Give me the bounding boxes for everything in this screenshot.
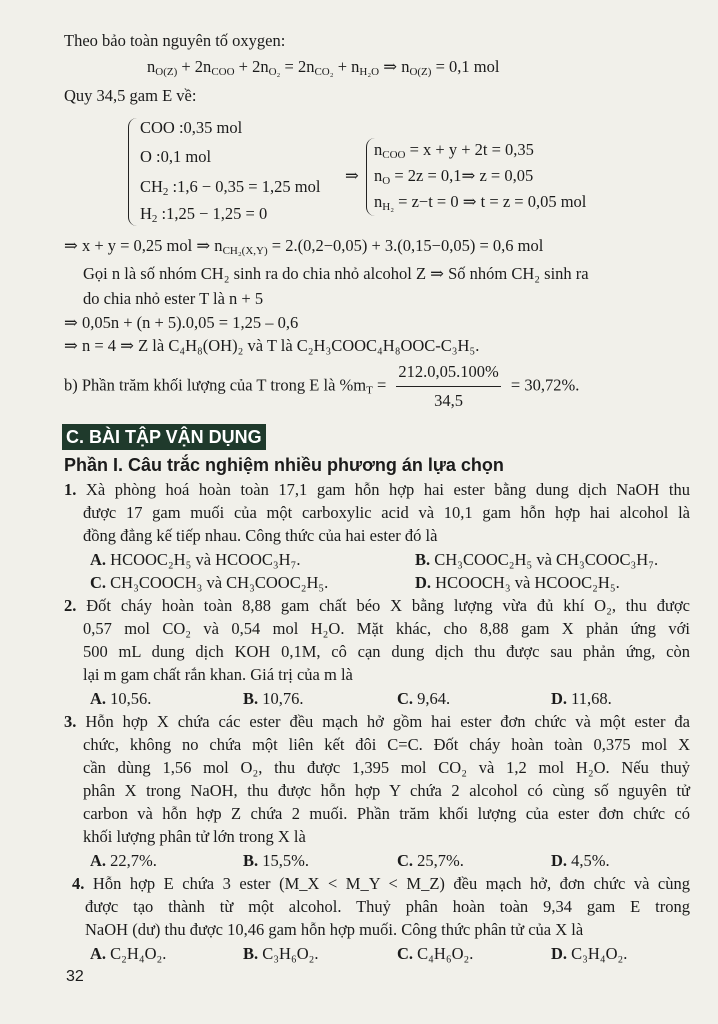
question-text-line: [85, 920, 583, 940]
question-text: được tạo thành từ một alcohol. Thuỷ phân hoàn toàn 9,34 gam E trong: [85, 897, 690, 916]
option-letter: B.: [243, 851, 263, 870]
question-text-line: [85, 897, 690, 917]
subscript: CH₂(X,Y): [222, 245, 268, 257]
question-text: khối lượng phân tử lớn trong X là: [83, 827, 306, 846]
text-segment: n: [374, 140, 383, 159]
answer-option-b[interactable]: [415, 550, 658, 570]
option-letter: D.: [415, 573, 436, 592]
subscript: CO₂: [314, 66, 334, 78]
subscript: O: [382, 175, 391, 187]
answer-option-c[interactable]: [397, 944, 473, 964]
text-segment: Theo bảo toàn nguyên tố oxygen:: [64, 31, 286, 50]
system-right-line: [374, 166, 533, 186]
percent-text: b) Phần trăm khối lượng của T trong E là %m: [64, 375, 367, 395]
text-segment: H: [140, 204, 152, 223]
option-text: 15,5%.: [262, 851, 310, 870]
text-segment: ⇒ n = 4 ⇒ Z là C₄H₈(OH)₂ và T là C₂H₃COOC₄H₈OOC-C₃H₅.: [64, 336, 480, 355]
option-text: C₂H₄O₂.: [110, 944, 167, 963]
text-segment: + 2n: [177, 57, 212, 76]
option-text: C₃H₄O₂.: [571, 944, 628, 963]
system-right-line: [374, 140, 534, 160]
answer-option-a[interactable]: [90, 689, 151, 709]
question-text-line: [72, 874, 690, 894]
question-text-line: [83, 503, 690, 523]
text-segment: :1,25 − 1,25 = 0: [157, 204, 268, 223]
subscript: H₂: [382, 201, 395, 213]
option-text: C₃H₆O₂.: [262, 944, 319, 963]
question-text: Hỗn hợp X chứa các ester đều mạch hở gồm hai ester đơn chức và một ester đa: [85, 712, 691, 731]
text-segment: ⇒ n: [379, 57, 410, 76]
option-letter: D.: [551, 944, 572, 963]
option-text: HCOOCH₃ và HCOOC₂H₅.: [435, 573, 620, 592]
question-text: được 17 gam muối của một carboxylic acid và 10,1 gam hỗn hợp hai alcohol là: [83, 503, 690, 522]
option-text: 10,76.: [262, 689, 304, 708]
subscript: COO: [211, 66, 235, 78]
percent-line: [64, 360, 579, 413]
option-text: HCOOC₂H₅ và HCOOC₃H₇.: [110, 550, 301, 569]
subscript: O(Z): [409, 66, 432, 78]
subscript: 2: [162, 186, 169, 198]
text-segment: :1,6 − 0,35 = 1,25 mol: [168, 177, 321, 196]
text-segment: Quy 34,5 gam E về:: [64, 86, 197, 105]
option-letter: D.: [551, 851, 572, 870]
option-text: 9,64.: [417, 689, 451, 708]
option-text: 4,5%.: [571, 851, 610, 870]
option-letter: A.: [90, 689, 111, 708]
question-text: 0,57 mol CO₂ và 0,54 mol H₂O. Mặt khác, cho 8,88 gam X phản ứng với: [83, 619, 690, 638]
text-segment: = z−t = 0 ⇒ t = z = 0,05 mol: [394, 192, 587, 211]
question-text: Xà phòng hoá hoàn toàn 17,1 gam hỗn hợp hai ester bằng dung dịch NaOH thu: [85, 480, 691, 499]
subscript: O₂: [268, 66, 281, 78]
page-number: 32: [66, 968, 84, 985]
text-segment: ⇒ 0,05n + (n + 5).0,05 = 1,25 – 0,6: [64, 313, 299, 332]
question-number: 4.: [72, 874, 93, 893]
answer-option-a[interactable]: [90, 851, 157, 871]
text-segment: = 0,1 mol: [431, 57, 500, 76]
option-letter: B.: [243, 689, 263, 708]
question-text-line: [64, 596, 690, 616]
system-left-line: [140, 204, 267, 224]
subscript: 2: [151, 213, 158, 225]
answer-option-d[interactable]: [415, 573, 620, 593]
section-title: C. BÀI TẬP VẬN DỤNG: [62, 424, 266, 450]
percent-sub: T: [366, 384, 373, 397]
question-text: carbon và hỗn hợp Z chứa 2 muối. Phần trăm khối lượng của ester đơn chức có: [83, 804, 690, 823]
option-text: 22,7%.: [110, 851, 157, 870]
option-text: 25,7%.: [417, 851, 464, 870]
text-segment: Gọi n là số nhóm CH₂ sinh ra do chia nhỏ alcohol Z ⇒ Số nhóm CH₂ sinh ra: [83, 264, 589, 283]
option-letter: A.: [90, 944, 111, 963]
text-segment: + n: [333, 57, 360, 76]
denominator: 34,5: [434, 391, 464, 410]
question-text-line: [83, 804, 690, 824]
question-text: 500 mL dung dịch KOH 0,1M, cô cạn dung dịch thu được sau phản ứng, còn: [83, 642, 690, 661]
text-segment: n: [374, 166, 383, 185]
text-segment: + 2n: [234, 57, 269, 76]
question-text-line: [83, 642, 690, 662]
option-letter: B.: [415, 550, 435, 569]
text-segment: = 2n: [280, 57, 315, 76]
question-text: NaOH (dư) thu được 10,46 gam hỗn hợp muối. Công thức phân tử của X là: [85, 920, 584, 939]
text-segment: do chia nhỏ ester T là n + 5: [83, 289, 264, 308]
text-line: [64, 236, 543, 256]
question-text-line: [83, 827, 306, 847]
text-segment: COO :0,35 mol: [140, 118, 243, 137]
answer-option-b[interactable]: [243, 944, 319, 964]
fraction: [396, 360, 500, 413]
question-text-line: [64, 480, 690, 500]
question-text: Hỗn hợp E chứa 3 ester (M_X < M_Y < M_Z) đều mạch hở, đơn chức và cùng: [92, 874, 690, 893]
question-text: chức, không no chứa một liên kết đôi C=C. Đốt cháy hoàn toàn 0,375 mol X: [83, 735, 690, 754]
answer-option-c[interactable]: [90, 573, 328, 593]
text-segment: CH: [140, 177, 163, 196]
question-number: 2.: [64, 596, 87, 615]
answer-option-d[interactable]: [551, 689, 612, 709]
option-text: 11,68.: [571, 689, 612, 708]
answer-option-c[interactable]: [397, 851, 464, 871]
subscript: O(Z): [155, 66, 178, 78]
text-line: [83, 264, 589, 284]
equation-oxygen: [147, 57, 499, 77]
option-letter: D.: [551, 689, 572, 708]
brace: [128, 118, 137, 226]
system-left-line: [140, 147, 211, 167]
option-text: C₄H₆O₂.: [417, 944, 474, 963]
text-segment: = x + y + 2t = 0,35: [405, 140, 534, 159]
text-segment: ⇒ x + y = 0,25 mol ⇒ n: [64, 236, 223, 255]
option-text: 10,56.: [110, 689, 152, 708]
question-text: cần dùng 1,56 mol O₂, thu được 1,395 mol CO₂ và 1,2 mol H₂O. Nếu thuỷ: [83, 758, 690, 777]
option-letter: B.: [243, 944, 263, 963]
question-text-line: [83, 619, 690, 639]
question-text-line: [83, 665, 353, 685]
answer-option-d[interactable]: [551, 944, 627, 964]
question-number: 1.: [64, 480, 86, 499]
text-segment: n: [147, 57, 156, 76]
question-text-line: [83, 758, 690, 778]
question-text: Đốt cháy hoàn toàn 8,88 gam chất béo X bằng lượng vừa đủ khí O₂, thu được: [86, 596, 691, 615]
text-segment: = 2z = 0,1⇒ z = 0,05: [390, 166, 534, 185]
question-text-line: [64, 712, 690, 732]
question-text: phân X trong NaOH, thu được hỗn hợp Y chứa 2 alcohol có cùng số nguyên tử: [83, 781, 690, 800]
question-text-line: [83, 526, 437, 546]
system-left-line: [140, 118, 242, 138]
answer-option-d[interactable]: [551, 851, 610, 871]
implies-symbol: ⇒: [345, 166, 359, 185]
option-letter: C.: [397, 944, 418, 963]
system-left-line: [140, 177, 320, 197]
option-text: CH₃COOCH₃ và CH₃COOC₂H₅.: [110, 573, 329, 592]
text-segment: = 2.(0,2−0,05) + 3.(0,15−0,05) = 0,6 mol: [267, 236, 544, 255]
numerator: 212.0,05.100%: [396, 360, 500, 387]
question-text-line: [83, 781, 690, 801]
answer-option-b[interactable]: [243, 851, 309, 871]
answer-option-a[interactable]: [90, 944, 166, 964]
part-title: Phần I. Câu trắc nghiệm nhiều phương án lựa chọn: [64, 455, 504, 475]
text-line: [64, 86, 196, 106]
equals: =: [376, 375, 387, 395]
text-segment: n: [374, 192, 383, 211]
question-text: lại m gam chất rắn khan. Giá trị của m là: [83, 665, 353, 684]
answer-option-c[interactable]: [397, 689, 450, 709]
question-number: 3.: [64, 712, 86, 731]
percent-result: = 30,72%.: [510, 375, 580, 395]
text-line: [64, 31, 285, 51]
answer-option-b[interactable]: [243, 689, 304, 709]
text-line: [64, 313, 298, 333]
option-letter: A.: [90, 550, 111, 569]
subscript: H₂O: [359, 66, 380, 78]
text-line: [64, 336, 479, 356]
option-letter: C.: [397, 689, 418, 708]
text-segment: O :0,1 mol: [140, 147, 212, 166]
option-text: CH₃COOC₂H₅ và CH₃COOC₃H₇.: [434, 550, 659, 569]
question-text-line: [83, 735, 690, 755]
option-letter: C.: [397, 851, 418, 870]
answer-option-a[interactable]: [90, 550, 300, 570]
subscript: COO: [382, 149, 406, 161]
question-text: đồng đẳng kế tiếp nhau. Công thức của hai ester đó là: [83, 526, 438, 545]
option-letter: A.: [90, 851, 111, 870]
text-line: [83, 289, 263, 309]
option-letter: C.: [90, 573, 111, 592]
system-right-line: [374, 192, 586, 212]
